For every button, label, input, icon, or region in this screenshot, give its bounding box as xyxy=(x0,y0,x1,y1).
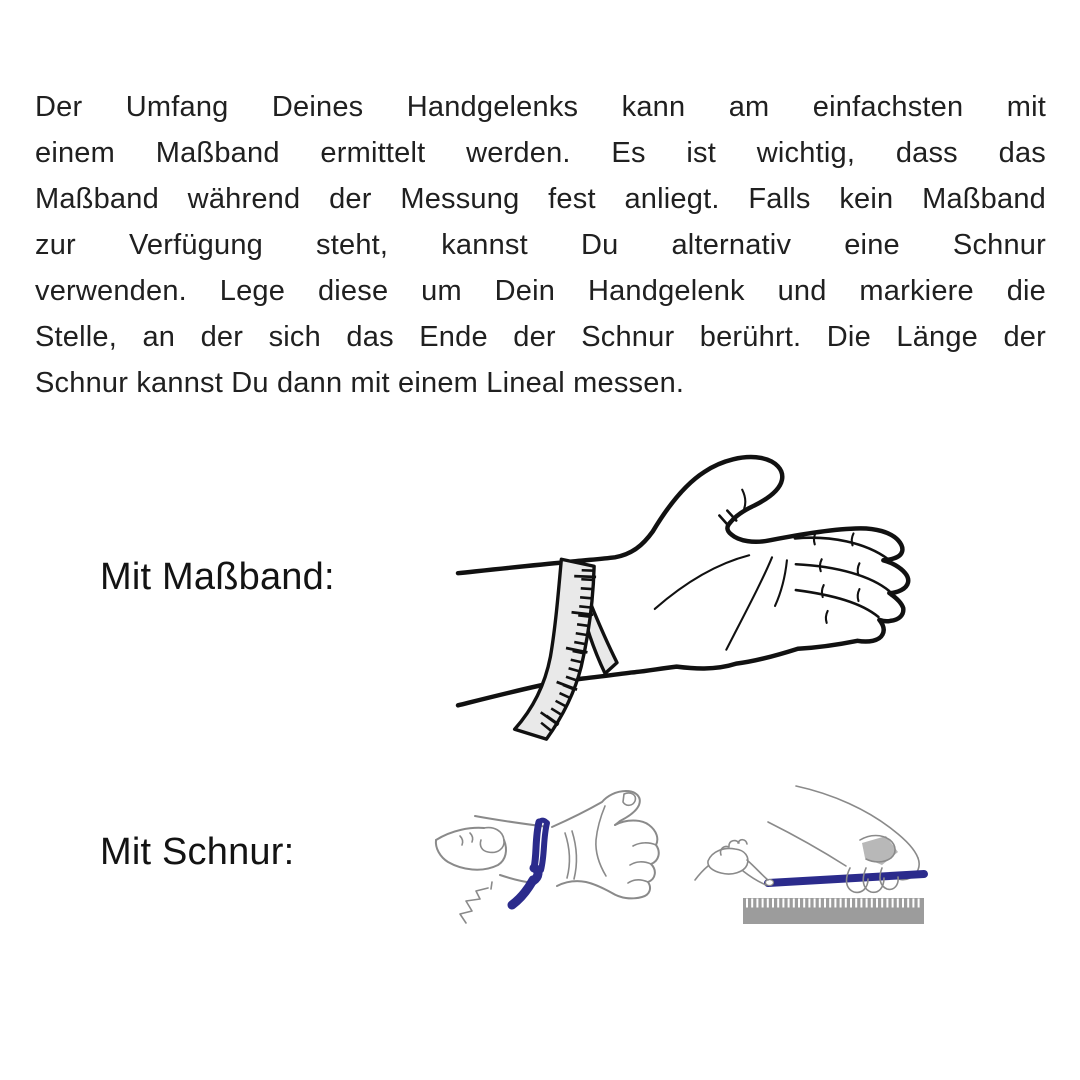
hand-with-measuring-tape-illustration xyxy=(448,444,945,762)
intro-line: Maßband während der Messung fest anliegt. Falls kein Maßband xyxy=(35,183,1046,215)
finger-fold xyxy=(630,862,651,865)
left-arm-hint xyxy=(695,866,708,880)
intro-line: Der Umfang Deines Handgelenks kann am einfachsten mit xyxy=(35,91,1046,123)
sketch-line xyxy=(491,882,492,889)
wrist-fold xyxy=(565,833,569,878)
string-strand xyxy=(534,822,539,868)
left-thumb-nail xyxy=(480,828,504,853)
intro-paragraph xyxy=(35,84,1046,406)
finger-fold xyxy=(633,843,656,846)
left-hand-mark xyxy=(470,833,473,842)
string-end xyxy=(766,880,774,886)
intro-line: verwenden. Lege diese um Dein Handgelenk und markiere die xyxy=(35,275,1046,307)
wrist-with-string-illustration xyxy=(430,770,675,945)
left-thumb xyxy=(708,849,748,875)
thumb-shading xyxy=(862,836,898,865)
left-thumb-top xyxy=(436,828,484,840)
label-mit-massband: Mit Maßband: xyxy=(100,556,335,598)
string-strand xyxy=(541,823,547,870)
finger-fold xyxy=(628,880,648,883)
intro-line: zur Verfügung steht, kannst Du alternativ eine Schnur xyxy=(35,229,1046,261)
intro-line: einem Maßband ermittelt werden. Es ist wichtig, dass das xyxy=(35,137,1046,169)
sketch-line xyxy=(460,888,488,923)
left-thumb-bottom xyxy=(436,840,506,870)
string-top xyxy=(539,820,547,823)
label-mit-schnur: Mit Schnur: xyxy=(100,831,295,873)
intro-line: Schnur kannst Du dann mit einem Lineal messen. xyxy=(35,367,685,399)
string-on-ruler-illustration xyxy=(688,776,963,948)
palm-fold xyxy=(596,806,606,876)
wrist-fold xyxy=(572,831,576,879)
left-finger-line xyxy=(743,871,766,885)
string-tail xyxy=(512,880,533,905)
intro-line: Stelle, an der sich das Ende der Schnur berührt. Die Länge der xyxy=(35,321,1046,353)
thumb-nail xyxy=(623,793,635,805)
left-hand-mark xyxy=(460,836,463,845)
right-arm-line xyxy=(768,822,846,866)
